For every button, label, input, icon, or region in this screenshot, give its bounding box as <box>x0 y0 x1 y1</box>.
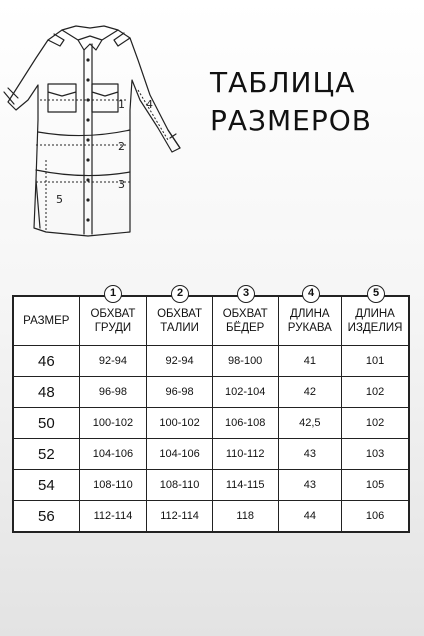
sketch-label-4: 4 <box>146 98 153 111</box>
table-cell: 101 <box>342 346 408 377</box>
sketch-label-5: 5 <box>56 193 63 206</box>
collar <box>62 30 118 50</box>
table-cell: 108-110 <box>147 470 213 501</box>
table-cell: 112-114 <box>80 501 148 531</box>
header-waist: ОБХВАТ ТАЛИИ <box>147 297 213 346</box>
pocket-right <box>92 84 118 112</box>
table-cell: 104-106 <box>80 439 148 470</box>
column-number-badge: 1 <box>104 285 122 303</box>
epaulette-right <box>114 33 130 46</box>
table-cell: 96-98 <box>147 377 213 408</box>
waist-seam-2 <box>36 170 130 176</box>
column-number-badge: 2 <box>171 285 189 303</box>
table-cell: 104-106 <box>147 439 213 470</box>
size-table <box>12 295 410 533</box>
side-slit <box>36 180 40 228</box>
table-cell: 106 <box>365 510 385 522</box>
table-cell: 98-100 <box>213 346 279 377</box>
size-cell: 48 <box>14 377 80 408</box>
size-cell: 56 <box>14 501 80 531</box>
pocket-left <box>48 84 76 112</box>
table-row <box>14 408 408 439</box>
table-cell: 112-114 <box>147 501 213 531</box>
header-size: РАЗМЕР <box>14 297 80 346</box>
table-cell: 103 <box>342 439 408 470</box>
epaulette-left <box>48 34 64 46</box>
header-sleeve: ДЛИНА РУКАВА <box>279 297 343 346</box>
sketch-label-1: 1 <box>118 98 125 111</box>
measure-line-sleeve <box>138 90 168 140</box>
header-length: ДЛИНА ИЗДЕЛИЯ <box>342 297 408 346</box>
title-line-2: РАЗМЕРОВ <box>210 104 372 137</box>
table-cell: 96-98 <box>80 377 148 408</box>
size-cell: 46 <box>14 346 80 377</box>
size-cell: 52 <box>14 439 80 470</box>
table-row <box>14 377 408 408</box>
table-cell: 118 <box>213 501 279 531</box>
table-cell: 42 <box>279 377 343 408</box>
page-title <box>210 64 410 140</box>
sketch-label-2: 2 <box>118 140 125 153</box>
table-cell: 42,5 <box>279 408 343 439</box>
table-cell: 100-102 <box>80 408 148 439</box>
table-cell: 108-110 <box>80 470 148 501</box>
table-cell: 105 <box>342 470 408 501</box>
column-number-row <box>12 285 410 307</box>
table-cell: 106-108 <box>213 408 279 439</box>
dress-outline <box>8 26 180 236</box>
table-cell: 44 <box>279 501 343 531</box>
table-cell: 43 <box>279 439 343 470</box>
column-number-badge: 4 <box>302 285 320 303</box>
table-cell: 102 <box>342 377 408 408</box>
buttons <box>86 58 89 221</box>
table-cell: 102 <box>342 408 408 439</box>
table-row <box>14 501 408 531</box>
title-line-1: ТАБЛИЦА <box>210 66 356 99</box>
table-cell: 92-94 <box>147 346 213 377</box>
header-hips: ОБХВАТ БЁДЕР <box>213 297 279 346</box>
table-cell: 110-112 <box>213 439 279 470</box>
column-number-badge: 3 <box>237 285 255 303</box>
table-row <box>14 346 408 377</box>
table-cell: 114-115 <box>213 470 279 501</box>
sketch-label-3: 3 <box>118 178 125 191</box>
table-cell: 43 <box>279 470 343 501</box>
table-cell: 92-94 <box>80 346 148 377</box>
table-row <box>14 470 408 501</box>
size-cell: 54 <box>14 470 80 501</box>
dress-sketch <box>0 0 200 245</box>
table-cell: 102-104 <box>213 377 279 408</box>
table-cell: 41 <box>279 346 343 377</box>
header-chest: ОБХВАТ ГРУДИ <box>80 297 148 346</box>
size-cell: 50 <box>14 408 80 439</box>
cuff-right <box>168 130 180 148</box>
column-number-badge: 5 <box>367 285 385 303</box>
table-row <box>14 439 408 470</box>
table-cell: 100-102 <box>147 408 213 439</box>
